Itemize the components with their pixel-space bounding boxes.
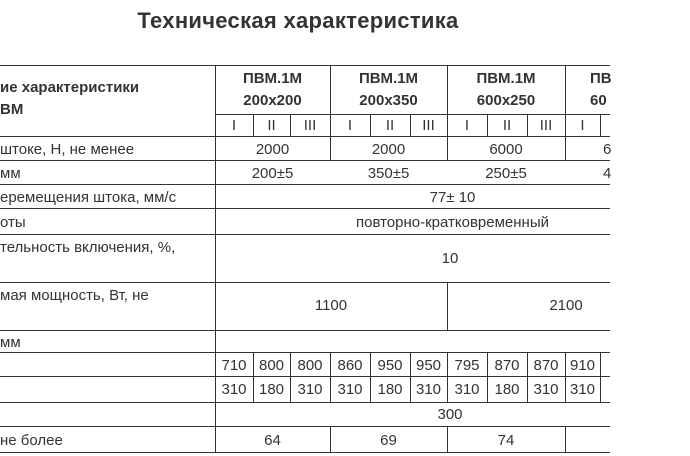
row-label: оты <box>0 214 26 231</box>
cell-value: 795 <box>454 357 480 374</box>
rule <box>0 136 610 137</box>
model-size: 600x250 <box>476 92 536 109</box>
rule <box>0 234 610 235</box>
cell-value: 4 <box>603 165 612 182</box>
rule <box>0 330 610 331</box>
rule <box>0 452 610 453</box>
variant-label: II <box>385 117 395 134</box>
cell-value: 800 <box>297 357 323 374</box>
rule <box>0 402 610 403</box>
model-size: 200x200 <box>243 92 302 109</box>
variant-label: I <box>580 117 585 134</box>
cell-value: 1100 <box>314 297 348 314</box>
spec-table <box>0 62 610 456</box>
variant-label: I <box>347 117 353 134</box>
cell-value: 180 <box>258 381 285 398</box>
row-label: мм <box>0 334 21 351</box>
model-size: 60 <box>590 92 607 109</box>
variant-label: III <box>303 117 317 134</box>
cell-value: 310 <box>415 381 442 398</box>
rule <box>0 282 610 283</box>
cell-value: 870 <box>494 357 520 374</box>
cell-value: 310 <box>533 381 559 398</box>
cell-value: 10 <box>441 250 459 267</box>
row-label: штоке, Н, не менее <box>0 141 135 158</box>
cell-value: 310 <box>221 381 247 398</box>
row-label: тельность включения, %, <box>0 239 176 256</box>
page-title: Техническая характеристика <box>137 8 459 33</box>
variant-label: I <box>231 117 237 134</box>
cell-value: 2100 <box>549 297 583 314</box>
param-header: ие характеристики <box>0 79 140 96</box>
cell-value: 310 <box>337 381 363 398</box>
cell-value: 74 <box>497 432 515 449</box>
cell-value: 860 <box>337 357 363 374</box>
cell-value: 870 <box>533 357 559 374</box>
cell-value: 2000 <box>255 141 290 158</box>
rule <box>215 114 610 115</box>
cell-value: 6000 <box>489 141 523 158</box>
variant-label: I <box>464 117 470 134</box>
cell-value: 950 <box>415 357 442 374</box>
cell-value: 310 <box>454 381 480 398</box>
rule <box>0 208 610 209</box>
cell-value: 64 <box>264 432 281 449</box>
cell-value: 310 <box>297 381 323 398</box>
rule <box>600 352 601 402</box>
cell-value: 300 <box>437 406 463 423</box>
rule <box>565 426 566 452</box>
rule <box>0 160 610 161</box>
rule <box>0 376 610 377</box>
rule <box>0 426 610 427</box>
cell-value: 69 <box>380 432 397 449</box>
row-label: не более <box>0 432 63 449</box>
cell-value: 6 <box>603 141 612 158</box>
variant-label: III <box>422 117 435 134</box>
cell-value: 250±5 <box>485 165 527 182</box>
model-name: ПВМ.1М <box>476 70 536 87</box>
rule <box>0 184 610 185</box>
rule <box>565 65 566 160</box>
rule <box>600 114 601 136</box>
variant-label: II <box>502 117 512 134</box>
model-name: ПВМ.1М <box>242 70 303 87</box>
cell-value: 180 <box>494 381 520 398</box>
rule <box>0 65 610 66</box>
cell-value: 350±5 <box>367 165 410 182</box>
model-name: ПВ <box>590 70 612 87</box>
model-size: 200x350 <box>359 92 418 109</box>
row-label: мм <box>0 165 21 182</box>
variant-label: III <box>539 117 553 134</box>
cell-value: 77± 10 <box>429 189 476 206</box>
cell-value: 180 <box>377 381 403 398</box>
cell-value: повторно-кратковременный <box>355 214 549 231</box>
cell-value: 200±5 <box>251 165 294 182</box>
cell-value: 2000 <box>371 141 406 158</box>
model-name: ПВМ.1М <box>358 70 419 87</box>
cell-value: 710 <box>221 357 247 374</box>
cell-value: 910 <box>569 357 596 374</box>
rule <box>0 352 610 353</box>
cell-value: 310 <box>569 381 596 398</box>
cell-value: 800 <box>258 357 285 374</box>
param-header: ВМ <box>0 101 24 118</box>
row-label: еремещения штока, мм/с <box>0 189 177 206</box>
row-label: мая мощность, Вт, не <box>0 287 149 304</box>
variant-label: II <box>267 117 276 134</box>
cell-value: 950 <box>377 357 403 374</box>
